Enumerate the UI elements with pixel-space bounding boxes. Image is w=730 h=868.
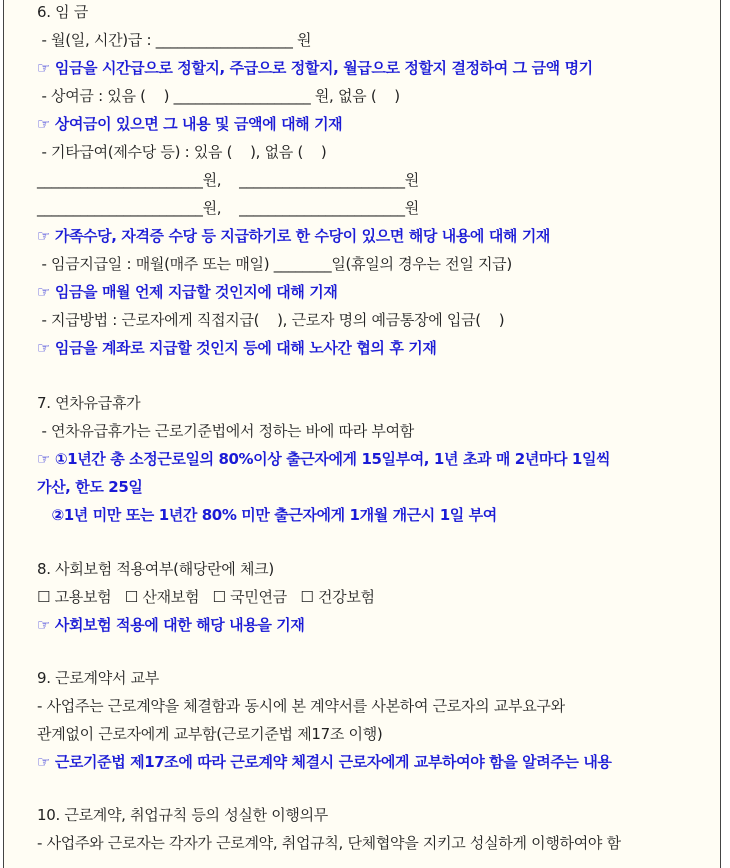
leave-note-1-cont: 가산, 한도 25일 <box>37 478 143 496</box>
leave-note-2: ②1년 미만 또는 1년간 80% 미만 출근자에게 1개월 개근시 1일 부여 <box>37 506 497 524</box>
bonus-note: ☞ 상여금이 있으면 그 내용 및 금액에 대해 기재 <box>37 115 343 133</box>
allowance-note: ☞ 가족수당, 자격증 수당 등 지급하기로 한 수당이 있으면 해당 내용에 대해 기재 <box>37 227 551 245</box>
delivery-line-1: - 사업주는 근로계약을 체결함과 동시에 본 계약서를 사본하여 근로자의 교부요구와 <box>37 697 565 715</box>
other-pay-blank-2: _______________________원, _______________________원 <box>37 199 419 217</box>
other-pay-line: - 기타급여(제수당 등) : 있음 ( ), 없음 ( ) <box>37 143 327 161</box>
section-10-heading: 10. 근로계약, 취업규칙 등의 성실한 이행의무 <box>37 806 328 824</box>
wage-amount-line: - 월(일, 시간)급 : ___________________ 원 <box>37 31 312 49</box>
section-6-heading: 6. 임 금 <box>37 3 89 21</box>
insurance-note: ☞ 사회보험 적용에 대한 해당 내용을 기재 <box>37 616 305 634</box>
duty-line: - 사업주와 근로자는 각자가 근로계약, 취업규칙, 단체협약을 지키고 성실하게 이행하여야 함 <box>37 834 621 852</box>
document-frame <box>3 0 721 868</box>
wage-note: ☞ 임금을 시간급으로 정할지, 주급으로 정할지, 월급으로 정할지 결정하여 그 금액 명기 <box>37 59 593 77</box>
payment-method-line: - 지급방법 : 근로자에게 직접지급( ), 근로자 명의 예금통장에 입금( ) <box>37 311 505 329</box>
other-pay-blank-1: _______________________원, _______________________원 <box>37 171 419 189</box>
delivery-line-2: 관계없이 근로자에게 교부함(근로기준법 제17조 이행) <box>37 725 383 743</box>
section-7-heading: 7. 연차유급휴가 <box>37 394 141 412</box>
payday-note: ☞ 임금을 매월 언제 지급할 것인지에 대해 기재 <box>37 283 338 301</box>
section-8-heading: 8. 사회보험 적용여부(해당란에 체크) <box>37 560 274 578</box>
leave-line: - 연차유급휴가는 근로기준법에서 정하는 바에 따라 부여함 <box>37 422 414 440</box>
section-9-heading: 9. 근로계약서 교부 <box>37 669 159 687</box>
leave-note-1: ☞ ①1년간 총 소정근로일의 80%이상 출근자에게 15일부여, 1년 초과 매 2년마다 1일씩 <box>37 450 611 468</box>
delivery-note: ☞ 근로기준법 제17조에 따라 근로계약 체결시 근로자에게 교부하여야 함을 알려주는 내용 <box>37 753 612 771</box>
bonus-line: - 상여금 : 있음 ( ) ___________________ 원, 없음 ( ) <box>37 87 400 105</box>
payday-line: - 임금지급일 : 매월(매주 또는 매일) ________일(휴일의 경우는 전일 지급) <box>37 255 512 273</box>
insurance-checklist[interactable]: ☐ 고용보험 ☐ 산재보험 ☐ 국민연금 ☐ 건강보험 <box>37 588 375 606</box>
payment-method-note: ☞ 임금을 계좌로 지급할 것인지 등에 대해 노사간 협의 후 기재 <box>37 339 437 357</box>
